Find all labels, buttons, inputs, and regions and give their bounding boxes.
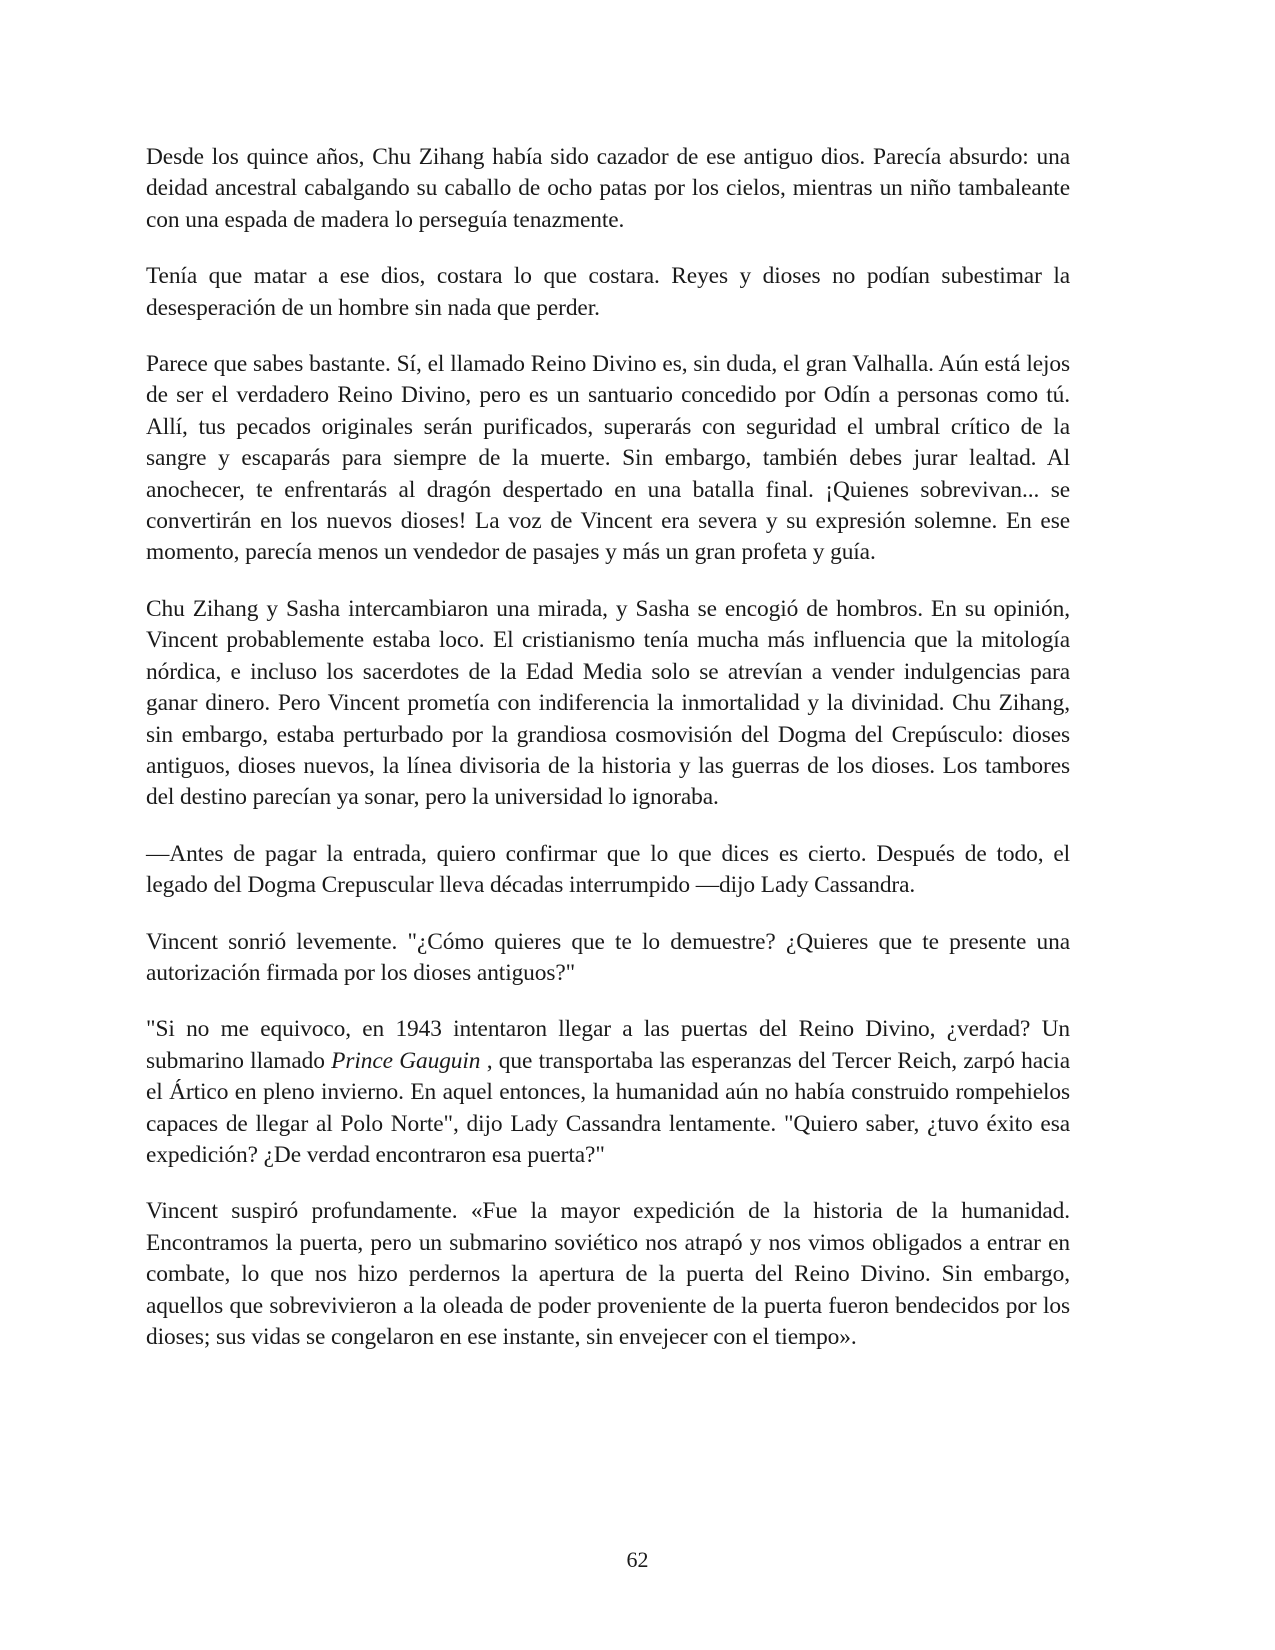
paragraph-6: Vincent sonrió levemente. "¿Cómo quieres que te lo demuestre? ¿Quieres que te presente una autorización firmada por los dioses antiguos?"	[146, 928, 1070, 986]
paragraph-4: Chu Zihang y Sasha intercambiaron una mirada, y Sasha se encogió de hombros. En su opinión, Vincent probablemente estaba loco. El cristianismo tenía mucha más influencia que la mitología nórdica, e incluso los sacerdotes de la Edad Media solo se atrevían a vender indulgencias para ganar dinero. Pero Vincent prometía con indiferencia la inmortalidad y la divinidad. Chu Zihang, sin embargo, estaba perturbado por la grandiosa cosmovisión del Dogma del Crepúsculo: dioses antiguos, dioses nuevos, la línea divisoria de la historia y las guerras de los dioses. Los tambores del destino parecían ya sonar, pero la universidad lo ignoraba.	[146, 595, 1070, 811]
page-number: 62	[626, 1547, 649, 1572]
submarine-name-italic: Prince Gauguin	[331, 1047, 481, 1074]
body-text	[146, 142, 1070, 1378]
paragraph-7-text-after: , que transportaba las esperanzas del Tercer Reich, zarpó hacia el Ártico en pleno invierno. En aquel entonces, la humanidad aún no había construido rompehielos capaces de llegar al Polo Norte", dijo Lady Cassandra lentamente. "Quiero saber, ¿tuvo éxito esa expedición? ¿De verdad encontraron esa puerta?"	[146, 1047, 1070, 1168]
paragraph-7-text-before: "Si no me equivoco, en 1943 intentaron llegar a las puertas del Reino Divino, ¿verdad? Un submarino llamado	[146, 1016, 1070, 1074]
paragraph-7	[146, 1014, 1070, 1171]
paragraph-8: Vincent suspiró profundamente. «Fue la mayor expedición de la historia de la humanidad. Encontramos la puerta, pero un submarino soviético nos atrapó y nos vimos obligados a entrar en combate, lo que nos hizo perdernos la apertura de la puerta del Reino Divino. Sin embargo, aquellos que sobrevivieron a la oleada de poder proveniente de la puerta fueron bendecidos por los dioses; sus vidas se congelaron en ese instante, sin envejecer con el tiempo».	[146, 1198, 1070, 1350]
paragraph-5: —Antes de pagar la entrada, quiero confirmar que lo que dices es cierto. Después de todo, el legado del Dogma Crepuscular lleva décadas interrumpido —dijo Lady Cassandra.	[146, 840, 1070, 899]
paragraph-3: Parece que sabes bastante. Sí, el llamado Reino Divino es, sin duda, el gran Valhalla. Aún está lejos de ser el verdadero Reino Divino, pero es un santuario concedido por Odín a personas como tú. Allí, tus pecados originales serán purificados, superarás con seguridad el umbral crítico de la sangre y escaparás para siempre de la muerte. Sin embargo, también debes jurar lealtad. Al anochecer, te enfrentarás al dragón despertado en una batalla final. ¡Quienes sobrevivan... se convertirán en los nuevos dioses! La voz de Vincent era severa y su expresión solemne. En ese momento, parecía menos un vendedor de pasajes y más un gran profeta y guía.	[146, 351, 1070, 566]
paragraph-2: Tenía que matar a ese dios, costara lo que costara. Reyes y dioses no podían subestimar la desesperación de un hombre sin nada que perder.	[146, 263, 1070, 321]
paragraph-1: Desde los quince años, Chu Zihang había sido cazador de ese antiguo dios. Parecía absurdo: una deidad ancestral cabalgando su caballo de ocho patas por los cielos, mientras un niño tambaleante con una espada de madera lo perseguía tenazmente.	[146, 144, 1070, 233]
